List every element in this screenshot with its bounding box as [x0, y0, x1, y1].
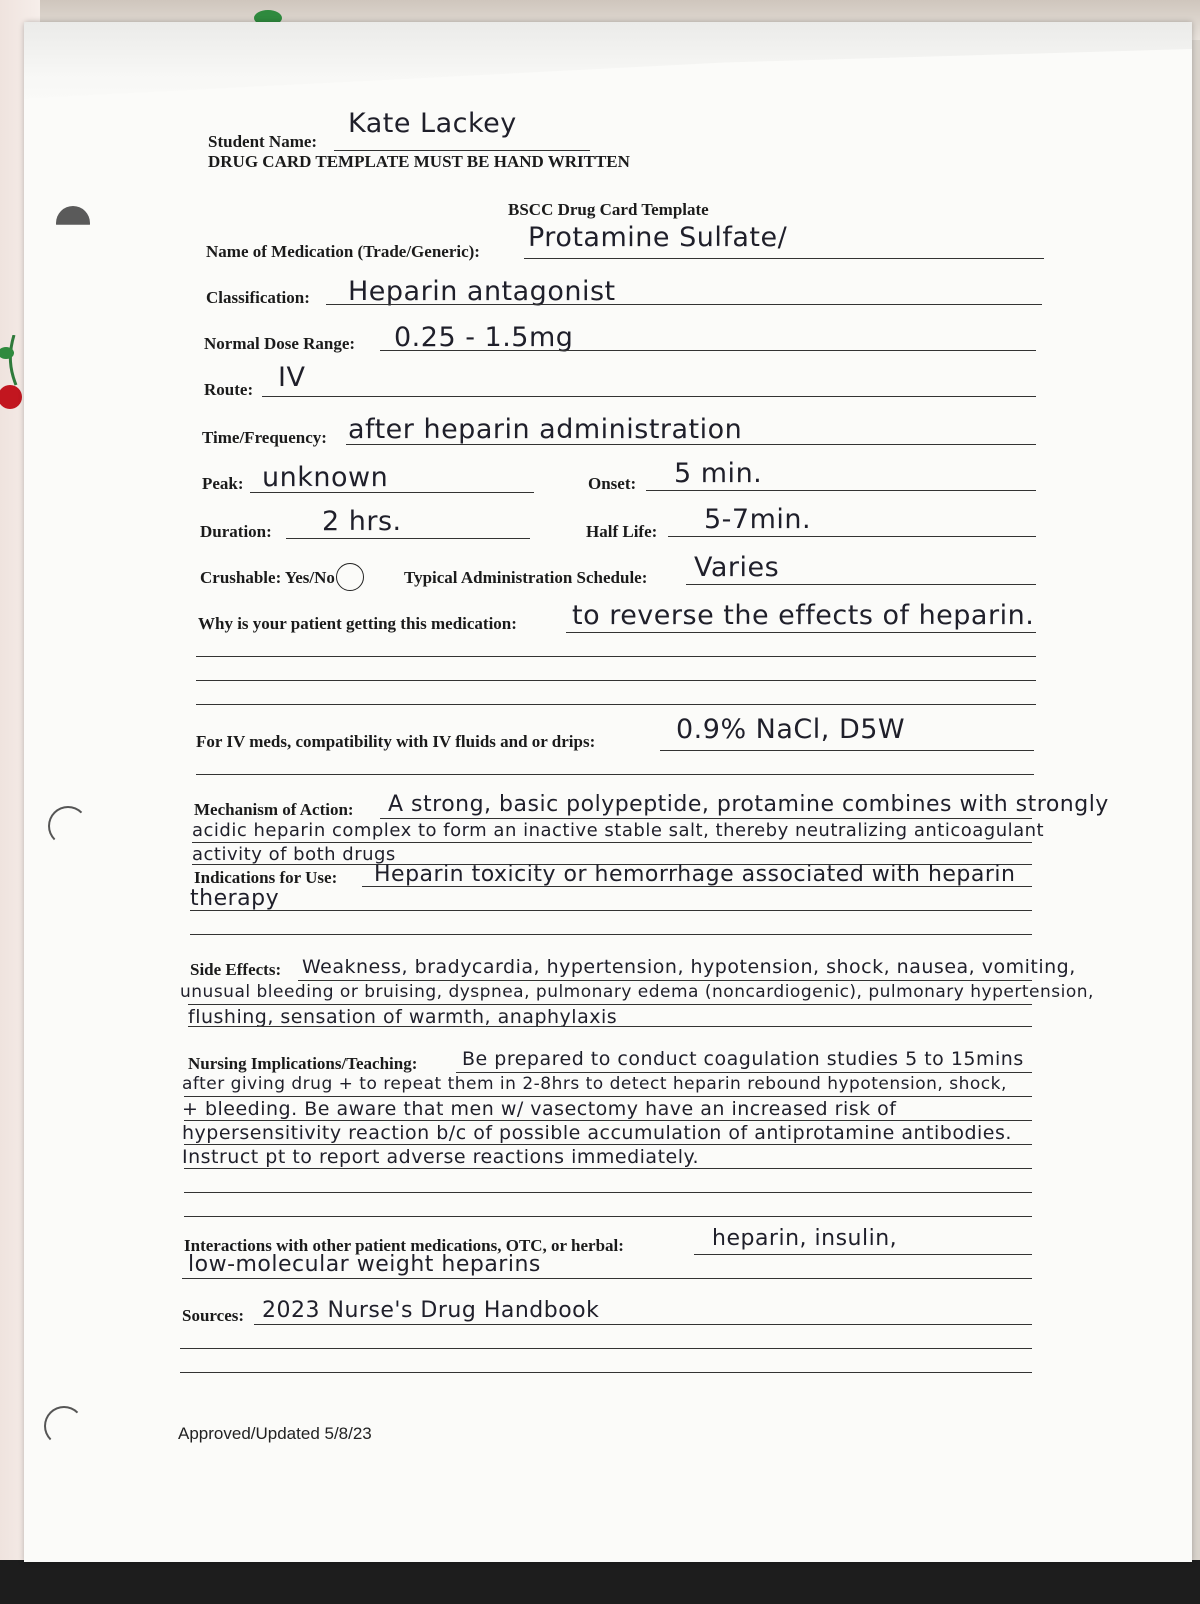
frequency-label: Time/Frequency: — [202, 428, 327, 447]
nursing-line-2: after giving drug + to repeat them in 2-8hrs to detect heparin rebound hypotension, shock, — [182, 1074, 1007, 1094]
sources-rule-2 — [180, 1348, 1032, 1349]
moa-line-2: acidic heparin complex to form an inactive stable salt, thereby neutralizing anticoagulant — [192, 820, 1045, 841]
cherry-pattern-icon — [0, 335, 26, 425]
peak-value: unknown — [262, 462, 389, 493]
halflife-label: Half Life: — [586, 522, 658, 541]
duration-line — [286, 538, 530, 539]
nursing-label: Nursing Implications/Teaching: — [188, 1054, 418, 1073]
approved-footer: Approved/Updated 5/8/23 — [178, 1424, 372, 1443]
side-effects-line-3: flushing, sensation of warmth, anaphylaxis — [188, 1006, 618, 1028]
medication-label: Name of Medication (Trade/Generic): — [206, 242, 480, 261]
sources-rule-1 — [254, 1324, 1032, 1325]
why-label: Why is your patient getting this medication: — [198, 614, 517, 633]
nursing-rule-7 — [184, 1216, 1032, 1217]
student-name-value: Kate Lackey — [348, 108, 517, 139]
dose-label: Normal Dose Range: — [204, 334, 356, 353]
classification-line — [326, 304, 1042, 305]
schedule-line — [686, 584, 1036, 585]
background-surface-bottom — [0, 1560, 1200, 1604]
duration-label: Duration: — [200, 522, 272, 541]
why-line — [566, 632, 1036, 633]
side-effects-label: Side Effects: — [190, 960, 282, 979]
indications-label: Indications for Use: — [194, 868, 338, 887]
interactions-line-1: heparin, insulin, — [712, 1226, 898, 1251]
punch-hole-icon — [44, 1406, 84, 1446]
sources-value: 2023 Nurse's Drug Handbook — [262, 1298, 600, 1323]
side-effects-rule-3 — [188, 1026, 1032, 1027]
moa-label: Mechanism of Action: — [194, 800, 354, 819]
interactions-rule-1 — [694, 1254, 1032, 1255]
onset-line — [646, 490, 1036, 491]
why-line-4 — [196, 704, 1036, 705]
side-effects-rule-1 — [298, 980, 1032, 981]
iv-compat-value: 0.9% NaCl, D5W — [676, 714, 906, 745]
punch-hole-icon — [48, 806, 88, 846]
moa-line-3: activity of both drugs — [192, 844, 396, 865]
nursing-line-3: + bleeding. Be aware that men w/ vasectomy have an increased risk of — [182, 1098, 897, 1120]
moa-rule-1 — [380, 818, 1032, 819]
side-effects-line-1: Weakness, bradycardia, hypertension, hypotension, shock, nausea, vomiting, — [302, 956, 1076, 978]
nursing-rule-3 — [184, 1120, 1032, 1121]
schedule-value: Varies — [694, 552, 780, 583]
dose-value: 0.25 - 1.5mg — [394, 322, 574, 353]
peak-line — [250, 492, 534, 493]
halflife-line — [668, 536, 1036, 537]
indications-rule-1 — [362, 886, 1032, 887]
side-effects-rule-2 — [188, 1004, 1032, 1005]
crushable-label: Crushable: Yes/No — [200, 568, 335, 587]
route-label: Route: — [204, 380, 254, 399]
route-line — [262, 396, 1036, 397]
moa-line-1: A strong, basic polypeptide, protamine combines with strongly — [388, 792, 1109, 817]
medication-value: Protamine Sulfate/ — [528, 222, 788, 253]
onset-value: 5 min. — [674, 458, 763, 489]
interactions-label: Interactions with other patient medications, OTC, or herbal: — [184, 1236, 624, 1255]
indications-rule-2 — [190, 910, 1032, 911]
peak-label: Peak: — [202, 474, 244, 493]
why-value: to reverse the effects of heparin. — [572, 600, 1035, 631]
indications-line-1: Heparin toxicity or hemorrhage associated with heparin — [374, 862, 1016, 887]
frequency-value: after heparin administration — [348, 414, 743, 445]
nursing-rule-2 — [184, 1096, 1032, 1097]
indications-rule-3 — [190, 934, 1032, 935]
why-line-3 — [196, 680, 1036, 681]
handwritten-notice: DRUG CARD TEMPLATE MUST BE HAND WRITTEN — [208, 152, 630, 171]
iv-line — [660, 750, 1034, 751]
why-line-2 — [196, 656, 1036, 657]
nursing-line-5: Instruct pt to report adverse reactions immediately. — [182, 1146, 700, 1168]
nursing-rule-4 — [184, 1144, 1032, 1145]
classification-value: Heparin antagonist — [348, 276, 616, 307]
moa-rule-2 — [192, 842, 1032, 843]
halflife-value: 5-7min. — [704, 504, 812, 535]
template-title: BSCC Drug Card Template — [508, 200, 709, 219]
nursing-rule-5 — [184, 1168, 1032, 1169]
nursing-line-1: Be prepared to conduct coagulation studies 5 to 15mins — [462, 1048, 1024, 1070]
student-name-line — [334, 150, 590, 151]
student-name-label: Student Name: — [208, 132, 318, 151]
schedule-label: Typical Administration Schedule: — [404, 568, 648, 587]
interactions-rule-2 — [182, 1278, 1032, 1279]
medication-line — [524, 258, 1044, 259]
frequency-line — [346, 444, 1036, 445]
onset-label: Onset: — [588, 474, 637, 493]
interactions-line-2: low-molecular weight heparins — [188, 1252, 541, 1277]
nursing-rule-1 — [456, 1072, 1032, 1073]
classification-label: Classification: — [206, 288, 310, 307]
iv-compat-label: For IV meds, compatibility with IV fluids and or drips: — [196, 732, 596, 751]
nursing-rule-6 — [184, 1192, 1032, 1193]
indications-line-2: therapy — [190, 886, 280, 911]
duration-value: 2 hrs. — [322, 506, 402, 537]
route-value: IV — [278, 362, 306, 393]
dose-line — [380, 350, 1036, 351]
side-effects-line-2: unusual bleeding or bruising, dyspnea, pulmonary edema (noncardiogenic), pulmonary hypertension, — [180, 982, 1094, 1002]
crushable-no-circle — [336, 563, 364, 591]
sources-label: Sources: — [182, 1306, 245, 1325]
sources-rule-3 — [180, 1372, 1032, 1373]
nursing-line-4: hypersensitivity reaction b/c of possible accumulation of antiprotamine antibodies. — [182, 1122, 1012, 1144]
iv-line-2 — [196, 774, 1034, 775]
